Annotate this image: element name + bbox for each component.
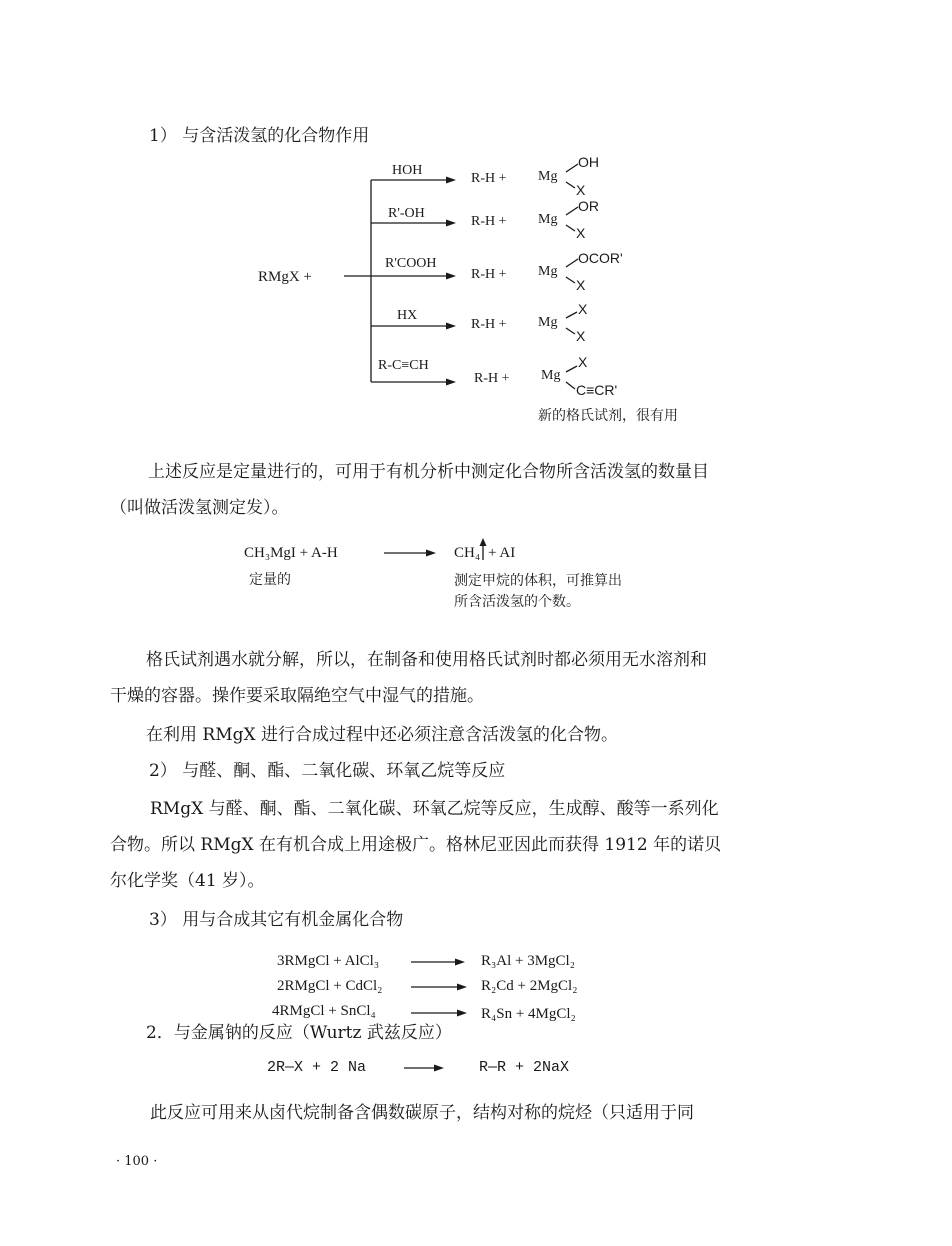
mg-label: Mg: [538, 315, 558, 330]
product-rh: R-H +: [471, 267, 507, 282]
paragraph-line: 干燥的容器。操作要采取隔绝空气中湿气的措施。: [110, 686, 484, 706]
reagent-alkyne: R-C≡CH: [378, 358, 429, 373]
section-heading-1: 1） 与含活泼氢的化合物作用: [149, 126, 370, 146]
reactant-rmgx: RMgX +: [258, 269, 312, 285]
substituent-top: X: [578, 354, 588, 370]
ch4-eq-left: CH₃MgI + A-H: [244, 545, 338, 561]
ch4-eq-product: CH₄: [454, 545, 481, 561]
paragraph-line: RMgX 与醛、酮、酯、二氧化碳、环氧乙烷等反应，生成醇、酸等一系列化: [150, 799, 719, 819]
substituent-top: X: [578, 301, 588, 317]
section-heading-2: 2） 与醛、酮、酯、二氧化碳、环氧乙烷等反应: [149, 761, 506, 781]
substituent-top: OR: [578, 198, 599, 214]
section-heading-wurtz: 2．与金属钠的反应（Wurtz 武兹反应）: [146, 1023, 452, 1043]
substituent-top: OH: [578, 154, 599, 170]
equation-left: 2RMgCl + CdCl₂: [277, 978, 383, 994]
product-rh: R-H +: [471, 171, 507, 186]
ch4-note-right: 所含活泼氢的个数。: [454, 594, 580, 610]
reagent-hoh: HOH: [392, 163, 423, 178]
product-rh: R-H +: [471, 317, 507, 332]
scheme-note: 新的格氏试剂，很有用: [538, 408, 678, 424]
reagent-roh: R'-OH: [388, 206, 425, 221]
substituent-bottom: X: [576, 225, 586, 241]
equation-left: 3RMgCl + AlCl₃: [277, 953, 380, 969]
paragraph-line: 尔化学奖（41 岁）。: [110, 871, 265, 891]
equation-right: R₄Sn + 4MgCl₂: [481, 1006, 576, 1022]
wurtz-right: R—R + 2NaX: [479, 1059, 570, 1076]
paragraph-line: 在利用 RMgX 进行合成过程中还必须注意含活泼氢的化合物。: [146, 725, 618, 745]
paragraph-line: 格氏试剂遇水就分解，所以，在制备和使用格氏试剂时都必须用无水溶剂和: [146, 650, 707, 670]
product-rh: R-H +: [474, 371, 510, 386]
ch4-note-left: 定量的: [249, 572, 291, 588]
product-rh: R-H +: [471, 214, 507, 229]
paragraph-line: 合物。所以 RMgX 在有机合成上用途极广。格林尼亚因此而获得 1912 年的诺贝: [110, 835, 722, 855]
substituent-bottom: X: [576, 277, 586, 293]
equation-left: 4RMgCl + SnCl₄: [272, 1003, 376, 1019]
equation-right: R₃Al + 3MgCl₂: [481, 953, 575, 969]
paragraph-line: （叫做活泼氢测定发）。: [110, 498, 289, 518]
mg-label: Mg: [538, 169, 558, 184]
substituent-top: OCOR': [578, 250, 623, 266]
section-heading-3: 3） 用与合成其它有机金属化合物: [149, 910, 404, 930]
mg-label: Mg: [538, 212, 558, 227]
mg-label: Mg: [538, 264, 558, 279]
substituent-bottom: X: [576, 182, 586, 198]
reagent-rcooh: R'COOH: [385, 256, 437, 271]
paragraph-line: 此反应可用来从卤代烷制备含偶数碳原子，结构对称的烷烃（只适用于同: [150, 1103, 694, 1123]
substituent-bottom: X: [576, 328, 586, 344]
mg-label: Mg: [541, 368, 561, 383]
wurtz-left: 2R—X + 2 Na: [267, 1059, 367, 1076]
ch4-eq-byproduct: + AI: [488, 545, 516, 561]
ch4-note-right: 测定甲烷的体积，可推算出: [454, 573, 622, 589]
equation-right: R₂Cd + 2MgCl₂: [481, 978, 578, 994]
substituent-bottom: C≡CR': [576, 382, 618, 398]
reagent-hx: HX: [397, 308, 418, 323]
paragraph-line: 上述反应是定量进行的，可用于有机分析中测定化合物所含活泼氢的数量目: [148, 462, 709, 482]
page-number: · 100 ·: [116, 1154, 158, 1169]
